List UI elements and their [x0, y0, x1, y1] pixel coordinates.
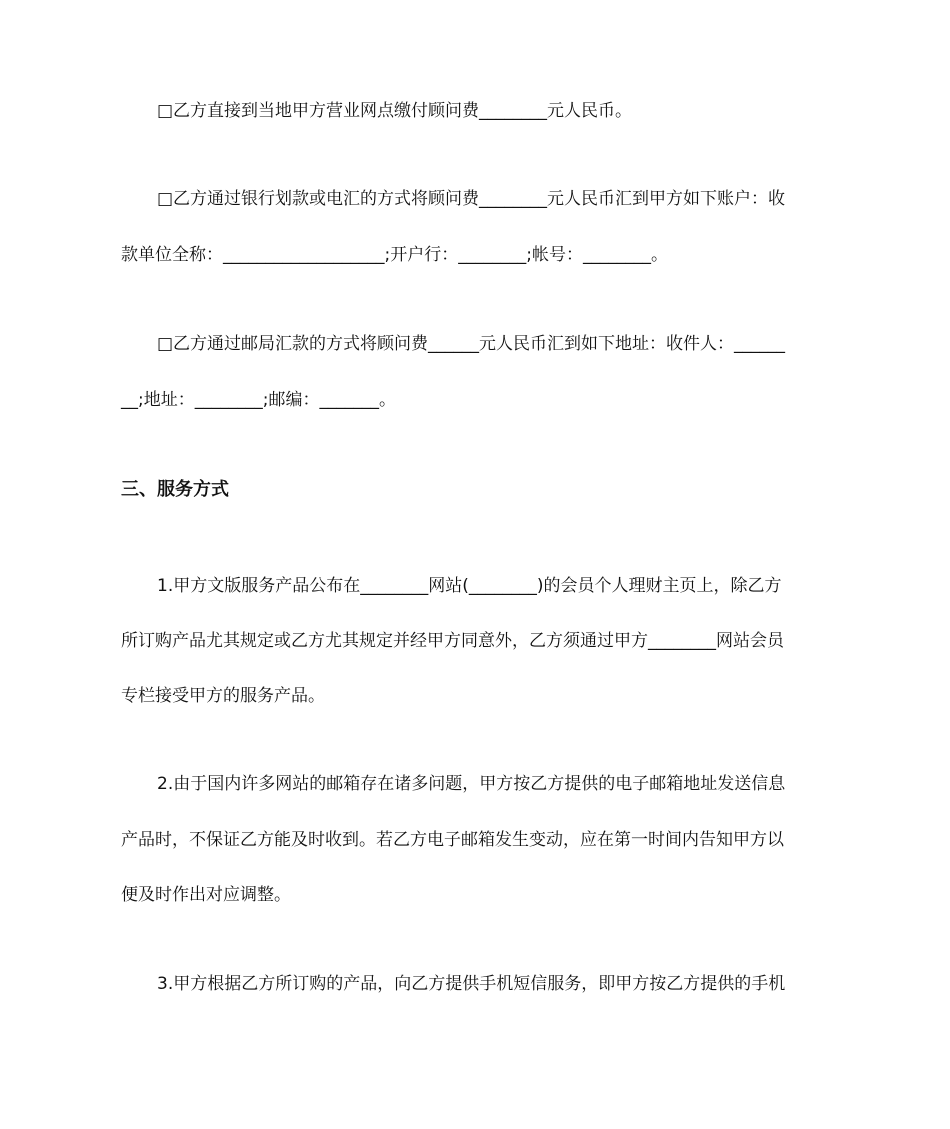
service-item-2-line3: 便及时作出对应调整。 — [121, 885, 291, 905]
service-item-3-line1: 3.甲方根据乙方所订购的产品，向乙方提供手机短信服务，即甲方按乙方提供的手机 — [157, 974, 786, 994]
service-item-1-line3: 专栏接受甲方的服务产品。 — [121, 686, 325, 706]
payment-option-direct: □乙方直接到当地甲方营业网点缴付顾问费________元人民币。 — [157, 101, 633, 121]
payment-option-post-line2: __;地址：________;邮编：_______。 — [121, 390, 396, 410]
service-item-2-line2: 产品时，不保证乙方能及时收到。若乙方电子邮箱发生变动，应在第一时间内告知甲方以 — [121, 830, 784, 850]
payment-option-bank-line1: □乙方通过银行划款或电汇的方式将顾问费________元人民币汇到甲方如下账户：收 — [157, 189, 786, 209]
section-heading: 三、服务方式 — [121, 479, 229, 500]
service-item-1-line2: 所订购产品尤其规定或乙方尤其规定并经甲方同意外，乙方须通过甲方________网站会员 — [121, 631, 784, 651]
service-item-2-line1: 2.由于国内许多网站的邮箱存在诸多问题，甲方按乙方提供的电子邮箱地址发送信息 — [157, 774, 786, 794]
payment-option-bank-line2: 款单位全称：___________________;开户行：________;帐号：________。 — [121, 245, 668, 265]
payment-option-post-line1: □乙方通过邮局汇款的方式将顾问费______元人民币汇到如下地址：收件人：______ — [157, 334, 786, 354]
service-item-1-line1: 1.甲方文版服务产品公布在________网站(________)的会员个人理财主页上，除乙方 — [157, 576, 782, 596]
